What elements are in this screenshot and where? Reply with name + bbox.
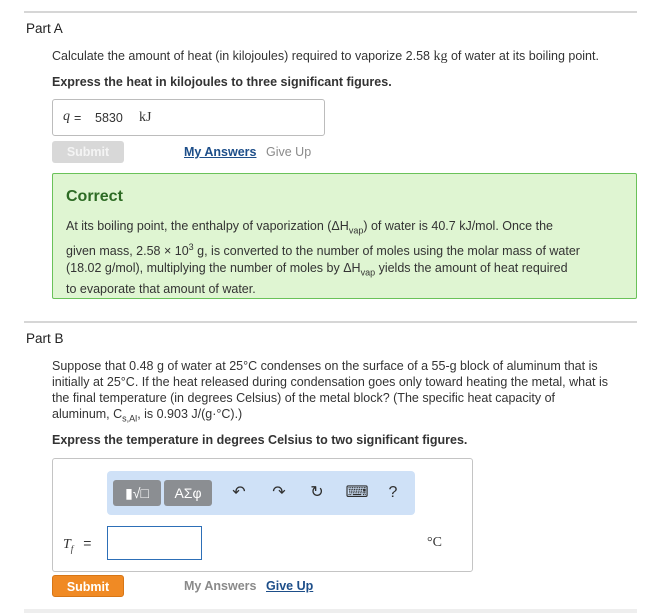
- part-a-instruction: Express the heat in kilojoules to three significant figures.: [52, 75, 392, 89]
- part-b-answer-panel: [52, 458, 473, 572]
- correct-feedback-box: [52, 173, 637, 299]
- templates-button[interactable]: ▮√□: [113, 480, 161, 506]
- part-b-instruction: Express the temperature in degrees Celsius to two significant figures.: [52, 433, 468, 447]
- temperature-label: $T_f$ =: [63, 535, 92, 554]
- part-a-answer-field[interactable]: [52, 99, 325, 136]
- top-divider: [24, 11, 637, 13]
- part-a-title: Part A: [26, 21, 63, 36]
- part-a-submit-button[interactable]: Submit: [52, 141, 124, 163]
- part-a-give-up-link[interactable]: Give Up: [266, 145, 312, 159]
- temperature-unit: °C: [427, 535, 442, 550]
- answer-unit: kJ: [139, 110, 152, 125]
- math-toolbar: [107, 471, 415, 515]
- temperature-input[interactable]: [107, 526, 202, 560]
- answer-equals: =: [74, 111, 82, 125]
- redo-icon[interactable]: ↷: [272, 484, 286, 501]
- part-b-question: Suppose that 0.48 g of water at 25°C condenses on the surface of a 55-g block of aluminum that is initially at 25°C. If the heat released during condensation goes only toward heating the metal, what is the final temperature (in degrees Celsius) of the metal block? (The specific heat capacity of aluminum, $C_{s,Al}$, is 0.903 J/(g·°C).): [52, 359, 609, 424]
- answer-value: 5830: [95, 111, 123, 125]
- reset-icon[interactable]: ↻: [310, 484, 324, 501]
- part-b-give-up-link[interactable]: Give Up: [266, 579, 314, 593]
- part-b-divider: [24, 321, 637, 323]
- feedback-title: Correct: [66, 188, 123, 205]
- bottom-divider: [24, 609, 637, 613]
- symbols-button[interactable]: ΑΣφ: [164, 480, 212, 506]
- keyboard-icon[interactable]: ⌨: [345, 484, 369, 501]
- part-b-submit-button[interactable]: Submit: [52, 575, 124, 597]
- part-a-question: Calculate the amount of heat (in kilojoules) required to vaporize 2.58 kg of water at its boiling point.: [52, 49, 599, 64]
- answer-variable: q: [63, 109, 70, 124]
- part-b-my-answers-link[interactable]: My Answers: [184, 579, 257, 593]
- undo-icon[interactable]: ↶: [232, 484, 246, 501]
- help-icon[interactable]: ?: [388, 484, 398, 501]
- part-a-my-answers-link[interactable]: My Answers: [184, 145, 257, 159]
- feedback-text: At its boiling point, the enthalpy of vaporization $(\Delta H_{vap})$ of water is 40.7 kJ/mol. Once the given mass, $2.58 \times 10^3$ g, is converted to the number of moles using the molar mass of water (18.02 g/mol), multiplying the number of moles by $\Delta H_{vap}$ yields the amount of heat required to evaporate that amount of water.: [66, 219, 580, 296]
- part-b-title: Part B: [26, 331, 64, 346]
